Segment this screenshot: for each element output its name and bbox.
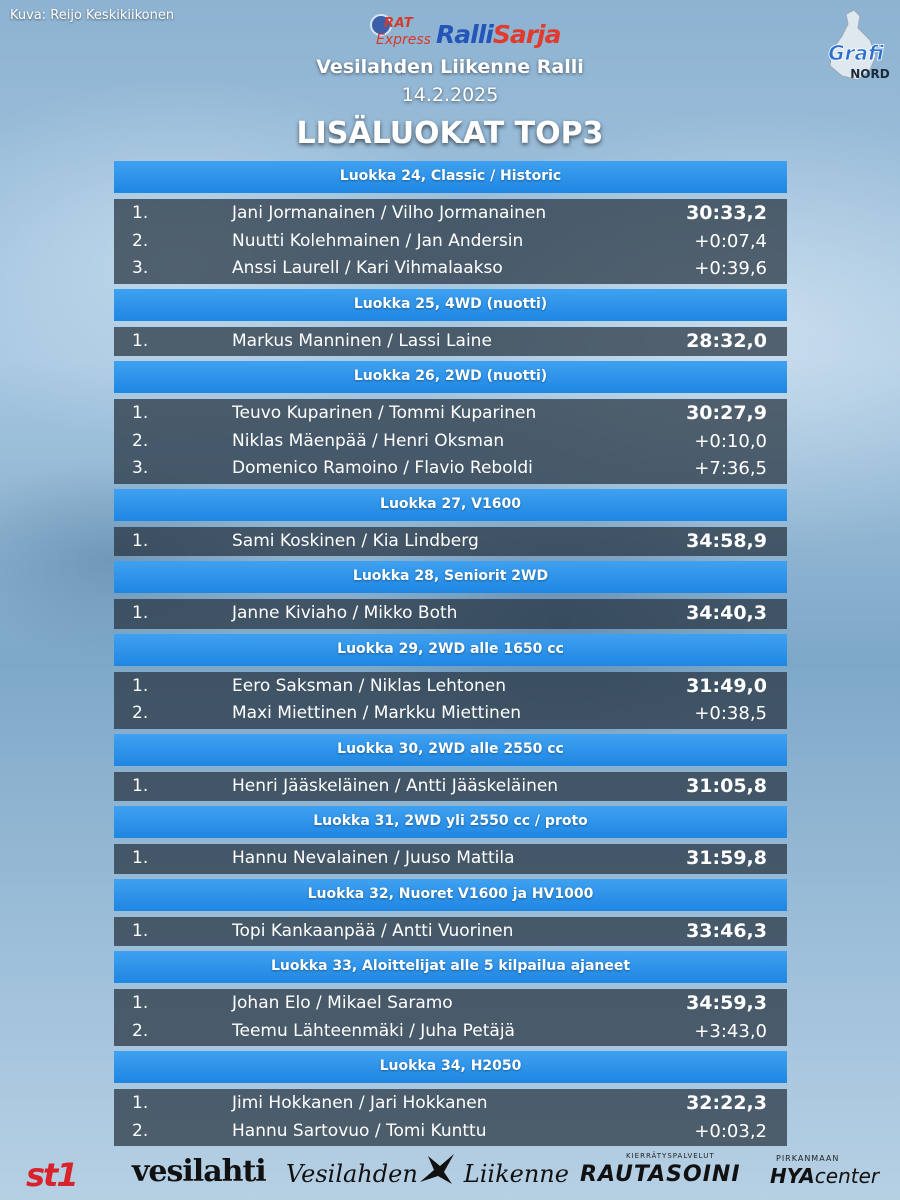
class-results [114, 772, 787, 802]
result-row [114, 200, 787, 228]
bird-icon [418, 1152, 456, 1188]
result-time: 28:32,0 [686, 329, 767, 352]
class-header: Luokka 33, Aloittelijat alle 5 kilpailua ajaneet [114, 951, 787, 983]
result-time: 34:58,9 [686, 529, 767, 552]
result-row [114, 328, 787, 356]
page-title: LISÄLUOKAT TOP3 [296, 116, 604, 151]
class-header: Luokka 25, 4WD (nuotti) [114, 289, 787, 321]
logo-ralli-word: Ralli [436, 20, 493, 49]
result-row [114, 673, 787, 701]
result-gap: +3:43,0 [694, 1020, 767, 1042]
result-crew: Anssi Laurell / Kari Vihmalaakso [232, 258, 503, 278]
result-gap: +0:10,0 [694, 430, 767, 452]
event-name: Vesilahden Liikenne Ralli [316, 56, 584, 78]
result-row [114, 528, 787, 556]
result-position: 1. [132, 603, 149, 623]
result-position: 1. [132, 775, 149, 796]
class-header: Luokka 28, Seniorit 2WD [114, 561, 787, 593]
result-position: 2. [132, 430, 149, 451]
class-results [114, 199, 787, 284]
result-row [114, 700, 787, 728]
result-position: 2. [132, 703, 149, 723]
sponsor-rautasoini-logo: RAUTASOINI [580, 1162, 741, 1187]
result-crew: Topi Kankaanpää / Antti Vuorinen [232, 920, 514, 941]
result-crew: Teemu Lähteenmäki / Juha Petäjä [232, 1020, 515, 1041]
class-results [114, 327, 787, 357]
result-time: 31:49,0 [686, 674, 767, 697]
result-position: 2. [132, 1120, 149, 1141]
result-position: 1. [132, 920, 149, 941]
class-header: Luokka 27, V1600 [114, 489, 787, 521]
sponsor-rautasoini-tagline: KIERRÄTYSPALVELUT [626, 1152, 715, 1160]
result-row [114, 773, 787, 801]
result-crew: Nuutti Kolehmainen / Jan Andersin [232, 230, 524, 251]
logo-sarja-word: Sarja [492, 20, 561, 49]
event-date: 14.2.2025 [401, 84, 499, 106]
result-position: 3. [132, 258, 149, 278]
result-position: 3. [132, 458, 149, 478]
result-crew: Eero Saksman / Niklas Lehtonen [232, 675, 506, 696]
result-gap: +0:07,4 [694, 230, 767, 252]
sponsor-st1-logo: st1 [26, 1156, 77, 1194]
class-results [114, 399, 787, 484]
sponsor-bar [0, 1150, 900, 1200]
class-header: Luokka 26, 2WD (nuotti) [114, 361, 787, 393]
result-position: 1. [132, 1093, 149, 1113]
result-crew: Hannu Sartovuo / Tomi Kunttu [232, 1120, 487, 1141]
result-row [114, 1018, 787, 1046]
result-row [114, 400, 787, 428]
class-header: Luokka 34, H2050 [114, 1051, 787, 1083]
result-crew: Jani Jormanainen / Vilho Jormanainen [232, 203, 547, 223]
result-crew: Markus Manninen / Lassi Laine [232, 330, 492, 351]
liikenne-right-word: Liikenne [463, 1160, 569, 1188]
result-time: 30:27,9 [686, 402, 767, 424]
result-time: 30:33,2 [686, 202, 767, 224]
result-gap: +0:38,5 [694, 703, 767, 724]
result-position: 2. [132, 230, 149, 251]
result-crew: Janne Kiviaho / Mikko Both [232, 603, 458, 623]
result-time: 34:59,3 [686, 992, 767, 1014]
logo-rat-text: RAT [384, 16, 414, 31]
class-header: Luokka 32, Nuoret V1600 ja HV1000 [114, 879, 787, 911]
result-position: 2. [132, 1020, 149, 1041]
result-row [114, 455, 787, 483]
logo-rallisarja-text [436, 20, 561, 49]
result-row [114, 845, 787, 873]
class-results [114, 917, 787, 947]
result-row [114, 918, 787, 946]
result-crew: Domenico Ramoino / Flavio Reboldi [232, 458, 533, 478]
result-crew: Teuvo Kuparinen / Tommi Kuparinen [232, 403, 537, 423]
photo-credit: Kuva: Reijo Keskikiikonen [10, 8, 175, 23]
result-position: 1. [132, 675, 149, 696]
result-position: 1. [132, 530, 149, 551]
result-crew: Sami Koskinen / Kia Lindberg [232, 530, 479, 551]
result-row [114, 990, 787, 1018]
class-results [114, 527, 787, 557]
sponsor-hya-tagline: PIRKANMAAN [776, 1154, 840, 1163]
class-results [114, 672, 787, 729]
result-crew: Maxi Miettinen / Markku Miettinen [232, 703, 522, 723]
result-crew: Niklas Mäenpää / Henri Oksman [232, 430, 505, 451]
result-crew: Johan Elo / Mikael Saramo [232, 993, 453, 1013]
class-header: Luokka 31, 2WD yli 2550 cc / proto [114, 806, 787, 838]
rat-express-rallisarja-logo [368, 12, 561, 56]
result-gap: +0:39,6 [694, 258, 767, 279]
result-crew: Henri Jääskeläinen / Antti Jääskeläinen [232, 775, 559, 796]
result-row [114, 1090, 787, 1118]
center-word: center [814, 1164, 880, 1188]
class-results [114, 1089, 787, 1146]
liikenne-left-word: Vesilahden [286, 1160, 418, 1188]
class-header: Luokka 24, Classic / Historic [114, 161, 787, 193]
result-crew: Hannu Nevalainen / Juuso Mattila [232, 848, 515, 868]
hya-word: HYA [770, 1164, 815, 1188]
sponsor-vesilahti-logo: vesilahti [132, 1154, 266, 1189]
logo-express-text: Express [376, 32, 431, 48]
result-gap: +7:36,5 [694, 458, 767, 479]
grafi-logo-line2: NORD [850, 67, 890, 81]
result-row [114, 228, 787, 256]
result-time: 32:22,3 [686, 1092, 767, 1114]
result-position: 1. [132, 993, 149, 1013]
result-crew: Jimi Hokkanen / Jari Hokkanen [232, 1093, 488, 1113]
grafi-logo-line1: Grafi [828, 41, 884, 65]
result-time: 31:59,8 [686, 847, 767, 869]
results-list [114, 161, 787, 1151]
result-position: 1. [132, 848, 149, 868]
result-row [114, 428, 787, 456]
result-time: 31:05,8 [686, 774, 767, 797]
class-header: Luokka 29, 2WD alle 1650 cc [114, 634, 787, 666]
result-time: 33:46,3 [686, 919, 767, 942]
result-row [114, 1118, 787, 1146]
class-results [114, 599, 787, 629]
class-header: Luokka 30, 2WD alle 2550 cc [114, 734, 787, 766]
result-row [114, 255, 787, 283]
result-position: 1. [132, 330, 149, 351]
result-gap: +0:03,2 [694, 1120, 767, 1142]
result-row [114, 600, 787, 628]
result-time: 34:40,3 [686, 602, 767, 624]
class-results [114, 844, 787, 874]
result-position: 1. [132, 403, 149, 423]
sponsor-hya-center-logo [770, 1164, 879, 1188]
result-position: 1. [132, 203, 149, 223]
class-results [114, 989, 787, 1046]
